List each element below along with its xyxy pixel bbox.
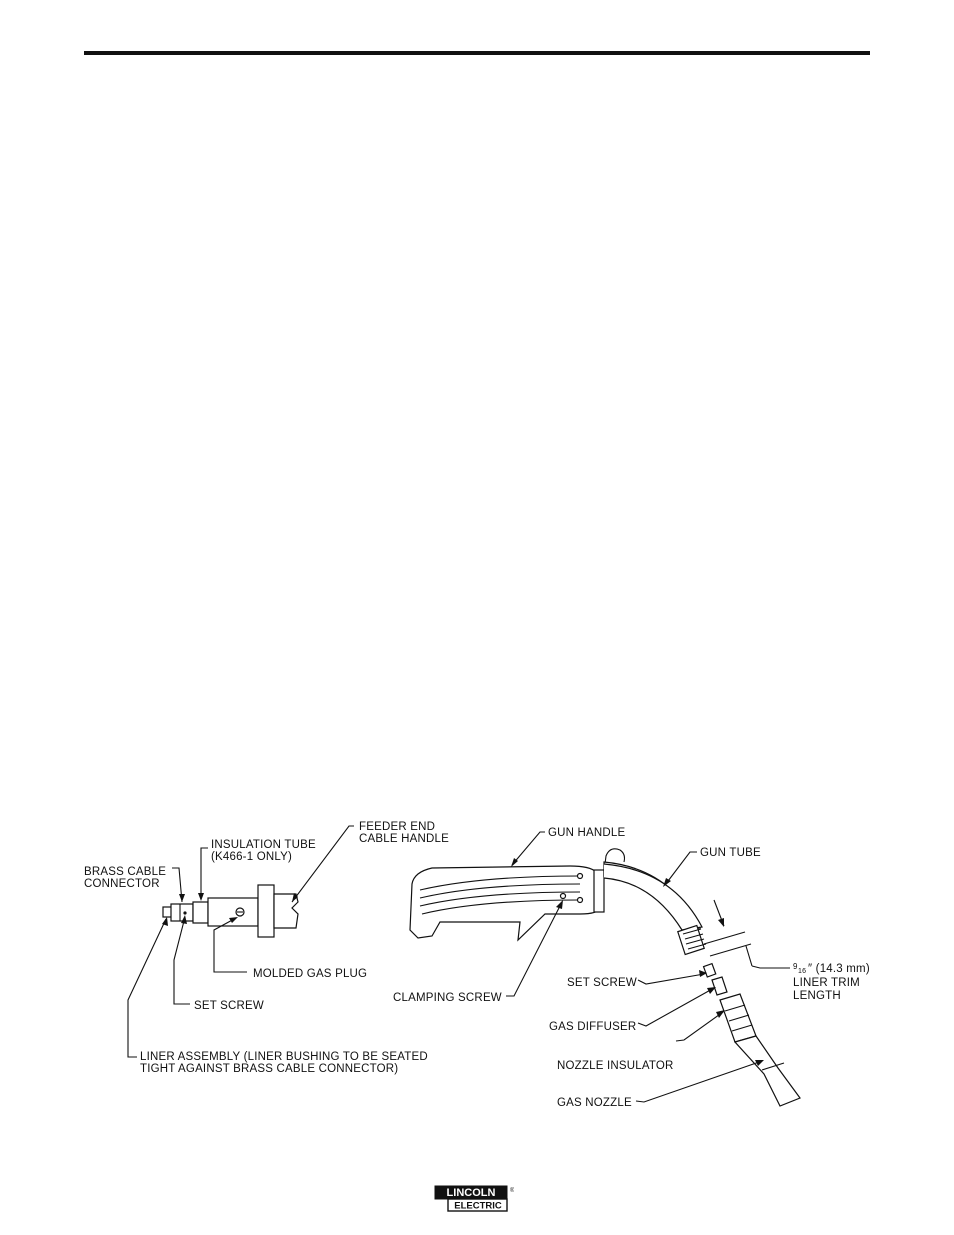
gas-nozzle-part	[735, 1036, 800, 1106]
brass-cable-connector	[171, 904, 193, 921]
label-length: LENGTH	[793, 990, 841, 1002]
svg-text:LINCOLN: LINCOLN	[446, 1187, 496, 1199]
label-set-screw-right: SET SCREW	[567, 977, 637, 989]
label-gun-tube: GUN TUBE	[700, 847, 761, 859]
label-trim-frac-den: 16	[798, 968, 807, 975]
feeder-end-assembly	[163, 885, 298, 937]
label-trim-frac-num: 9	[793, 962, 798, 971]
label-nozzle-insulator: NOZZLE INSULATOR	[557, 1060, 674, 1072]
handle-collar	[594, 870, 604, 912]
handle-flange	[258, 885, 274, 937]
label-k466-only: (K466-1 ONLY)	[211, 851, 292, 863]
label-connector: CONNECTOR	[84, 878, 160, 890]
label-trim-value: ″ (14.3 mm)	[808, 963, 870, 975]
label-gas-diffuser: GAS DIFFUSER	[549, 1021, 637, 1033]
contact-tip-set-screw	[704, 964, 716, 977]
label-molded-gas-plug: MOLDED GAS PLUG	[253, 968, 368, 980]
label-set-screw-left: SET SCREW	[194, 1000, 264, 1012]
label-cable-handle: CABLE HANDLE	[359, 833, 449, 845]
label-liner-assembly-1: LINER ASSEMBLY (LINER BUSHING TO BE SEATED	[140, 1051, 428, 1063]
gun-handle	[410, 866, 600, 940]
trim-dim-line-2	[710, 944, 751, 956]
label-brass-cable: BRASS CABLE	[84, 866, 167, 878]
lincoln-electric-logo	[434, 1185, 514, 1213]
label-gun-handle: GUN HANDLE	[548, 827, 626, 839]
label-liner-assembly-2: TIGHT AGAINST BRASS CABLE CONNECTOR)	[140, 1063, 399, 1075]
label-feeder-end: FEEDER END	[359, 821, 436, 833]
insulation-tube	[193, 902, 208, 923]
svg-text:ELECTRIC: ELECTRIC	[454, 1200, 502, 1212]
trim-dim-line-1	[704, 932, 745, 944]
label-clamping-screw: CLAMPING SCREW	[393, 992, 502, 1004]
set-screw-hole	[183, 911, 186, 914]
svg-text:®: ®	[510, 1188, 514, 1194]
label-insulation-tube: INSULATION TUBE	[211, 839, 316, 851]
gas-diffuser-part	[712, 977, 727, 995]
label-gas-nozzle: GAS NOZZLE	[557, 1097, 632, 1109]
label-liner-trim: LINER TRIM	[793, 977, 860, 989]
